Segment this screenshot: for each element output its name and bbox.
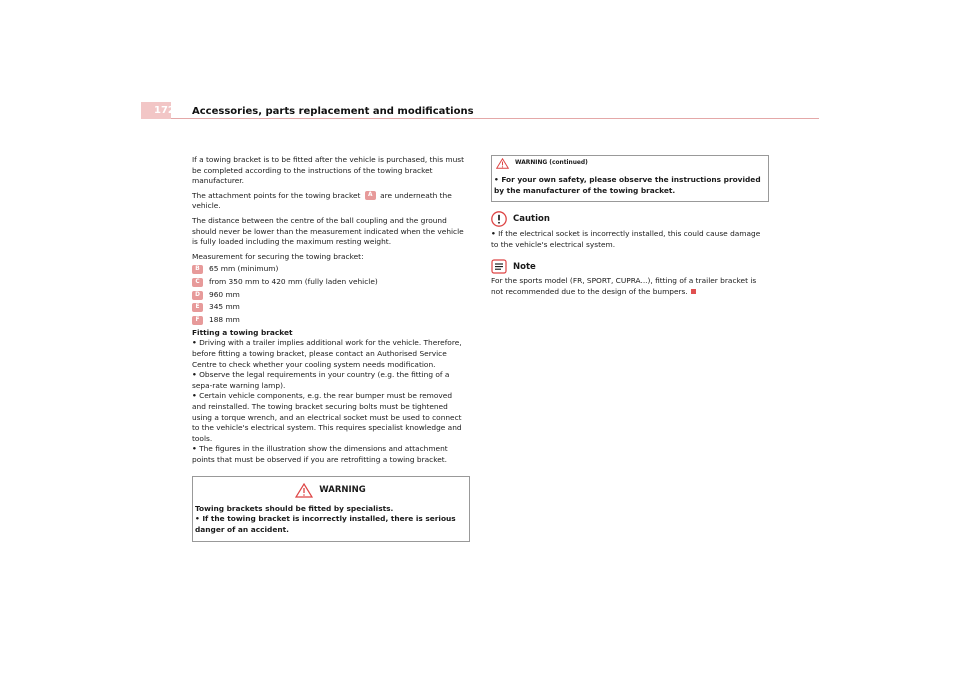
warning-continued-header	[494, 158, 766, 169]
reference-badge: B	[192, 265, 203, 274]
bullet-item	[192, 338, 468, 370]
left-column	[192, 155, 468, 542]
paragraph: The distance between the centre of the ball coupling and the ground should never be lower than the measurement indicated when the vehicle is fully loaded including the maximum resting weight.	[192, 215, 464, 247]
header-divider	[171, 118, 819, 119]
reference-badge: A	[365, 191, 376, 200]
caution-exclamation-icon	[491, 211, 507, 227]
note-title: Note	[513, 261, 536, 272]
measurement-text: 345 mm	[209, 302, 240, 312]
bullet-text: For your own safety, please observe the instructions provided by the manufacturer of the towing bracket.	[494, 175, 761, 195]
paragraph-text: are underneath the vehicle.	[192, 190, 452, 211]
measurement-item	[192, 290, 468, 301]
measurement-text: 65 mm (minimum)	[209, 264, 279, 274]
page-number: 172	[154, 105, 175, 116]
bullet-item	[192, 444, 468, 465]
measurement-item	[192, 315, 468, 326]
warning-title: WARNING	[319, 484, 366, 495]
warning-box	[192, 476, 470, 543]
note-text: For the sports model (FR, SPORT, CUPRA...), fitting of a trailer bracket is not recommended due to the design of the bumpers.	[491, 276, 757, 296]
page-title: Accessories, parts replacement and modifications	[192, 106, 474, 117]
bullet-text: If the towing bracket is incorrectly installed, there is serious danger of an accident.	[195, 514, 456, 534]
reference-badge: C	[192, 278, 203, 287]
measurement-text: 960 mm	[209, 289, 240, 299]
reference-badge: E	[192, 303, 203, 312]
warning-bullet	[195, 514, 466, 535]
paragraph-text: The attachment points for the towing bracket	[192, 190, 361, 200]
warning-continued-title: WARNING (continued)	[515, 160, 588, 167]
bullet-item	[192, 391, 468, 444]
note-text-paragraph	[491, 276, 767, 297]
bullet-text: The figures in the illustration show the dimensions and attachment points that must be observed if you are retrofitting a towing bracket.	[192, 444, 448, 464]
paragraph	[192, 191, 468, 212]
paragraph: Measurement for securing the towing bracket:	[192, 251, 364, 261]
bullet-icon: •	[491, 229, 496, 239]
note-header	[491, 259, 767, 274]
warning-bullet	[494, 175, 766, 196]
measurement-text: 188 mm	[209, 315, 240, 325]
measurement-list	[192, 264, 468, 325]
warning-text: Towing brackets should be fitted by specialists.	[195, 503, 394, 513]
warning-triangle-icon	[496, 158, 509, 169]
measurement-item	[192, 302, 468, 313]
bullet-icon: •	[195, 514, 200, 524]
end-of-section-icon	[691, 289, 696, 294]
warning-continued-box	[491, 155, 769, 202]
bullet-text: Observe the legal requirements in your country (e.g. the fitting of a sepa-rate warning lamp).	[192, 370, 450, 390]
measurement-text: from 350 mm to 420 mm (fully laden vehicle)	[209, 277, 378, 287]
bullet-icon: •	[192, 370, 197, 380]
reference-badge: F	[192, 316, 203, 325]
warning-header	[195, 483, 466, 498]
section-subheading: Fitting a towing bracket	[192, 327, 293, 337]
bullet-icon: •	[192, 338, 197, 348]
bullet-text: Certain vehicle components, e.g. the rear bumper must be removed and reinstalled. The towing bracket securing bolts must be tightened using a torque wrench, and an electrical socket must be used to connect to the vehicle's electrical system. This requires specialist knowledge and tools.	[192, 391, 462, 443]
bullet-icon: •	[494, 175, 499, 184]
warning-triangle-icon	[295, 483, 313, 498]
caution-title: Caution	[513, 213, 550, 224]
bullet-text: If the electrical socket is incorrectly installed, this could cause damage to the vehicle's electrical system.	[491, 229, 761, 249]
paragraph: If a towing bracket is to be fitted after the vehicle is purchased, this must be completed according to the instructions of the towing bracket manufacturer.	[192, 155, 465, 186]
right-column	[491, 155, 767, 302]
bullet-icon: •	[192, 444, 197, 454]
bullet-icon: •	[192, 391, 197, 401]
caution-header	[491, 211, 767, 227]
measurement-item	[192, 264, 468, 275]
bullet-text: Driving with a trailer implies additional work for the vehicle. Therefore, before fitting a towing bracket, please contact an Authorised Service Centre to check whether your cooling system needs modification.	[192, 338, 462, 369]
bullet-item	[491, 229, 767, 250]
note-icon	[491, 259, 507, 274]
bullet-item	[192, 370, 468, 391]
reference-badge: D	[192, 291, 203, 300]
measurement-item	[192, 277, 468, 288]
